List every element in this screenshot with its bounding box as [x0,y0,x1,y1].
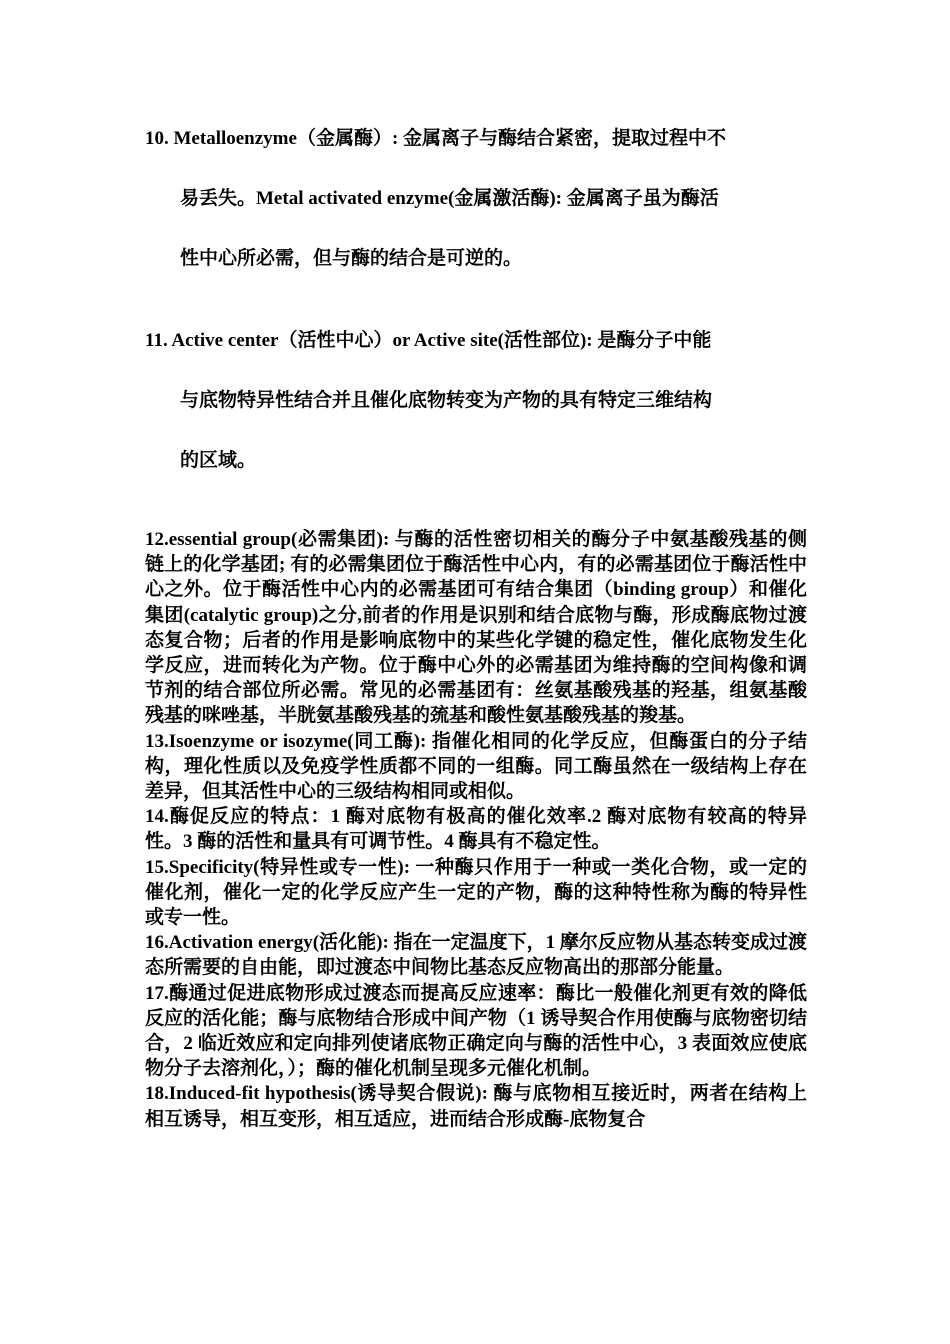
dense-text-block [145,527,807,1132]
paragraph-13-isoenzyme: 13.Isoenzyme or isozyme(同工酶): 指催化相同的化学反应，但酶蛋白的分子结构，理化性质以及免疫学性质都不同的一组酶。同工酶虽然在一级结构上存在差异，但其活性中心的三级结构相同或相似。 [145,730,807,803]
paragraph-12-essential-group: 12.essential group(必需集团): 与酶的活性密切相关的酶分子中氨基酸残基的侧链上的化学基团; 有的必需集团位于酶活性中心内，有的必需基团位于酶活性中心之外。位于酶活性中心内的必需基团可有结合集团（binding group）和催化集团(catalytic group)之分,前者的作用是识别和结合底物与酶，形成酶底物过渡态复合物；后者的作用是影响底物中的某些化学键的稳定性，催化底物发生化学反应，进而转化为产物。位于酶中心外的必需基团为维持酶的空间构像和调节剂的结合部位所必需。常见的必需基团有：丝氨基酸残基的羟基，组氨基酸残基的咪唑基，半胱氨基酸残基的巯基和酸性氨基酸残基的羧基。 [145,529,807,727]
paragraph-17-transition-state: 17.酶通过促进底物形成过渡态而提高反应速率：酶比一般催化剂更有效的降低反应的活化能；酶与底物结合形成中间产物（1 诱导契合作用使酶与底物密切结合，2 临近效应和定向排列使诸底物正确定向与酶的活性中心，3 表面效应使底物分子去溶剂化，）；酶的催化机制呈现多元催化机制。 [145,982,807,1080]
paragraph-15-specificity: 15.Specificity(特异性或专一性): 一种酶只作用于一种或一类化合物，或一定的催化剂，催化一定的化学反应产生一定的产物，酶的这种特性称为酶的特异性或专一性。 [145,856,807,929]
item-11-line-3: 的区域。 [180,450,257,471]
paragraph-14-characteristics: 14.酶促反应的特点：1 酶对底物有极高的催化效率.2 酶对底物有较高的特异性。3 酶的活性和量具有可调节性。4 酶具有不稳定性。 [145,806,807,853]
item-10-line-2: 易丢失。Metal activated enzyme(金属激活酶): 金属离子虽为酶活 [180,188,719,209]
item-10-line-3: 性中心所必需，但与酶的结合是可逆的。 [180,248,523,269]
item-10-line-1: 10. Metalloenzyme（金属酶）: 金属离子与酶结合紧密，提取过程中不 [145,128,727,149]
paragraph-18-induced-fit: 18.Induced-fit hypothesis(诱导契合假说): 酶与底物相互接近时，两者在结构上相互诱导，相互变形，相互适应，进而结合形成酶-底物复合 [145,1083,807,1130]
paragraph-16-activation-energy: 16.Activation energy(活化能): 指在一定温度下，1 摩尔反应物从基态转变成过渡态所需要的自由能，即过渡态中间物比基态反应物高出的那部分能量。 [145,932,807,979]
item-11-line-2: 与底物特异性结合并且催化底物转变为产物的具有特定三维结构 [180,390,713,411]
item-11-line-1: 11. Active center（活性中心）or Active site(活性部位): 是酶分子中能 [145,330,712,351]
